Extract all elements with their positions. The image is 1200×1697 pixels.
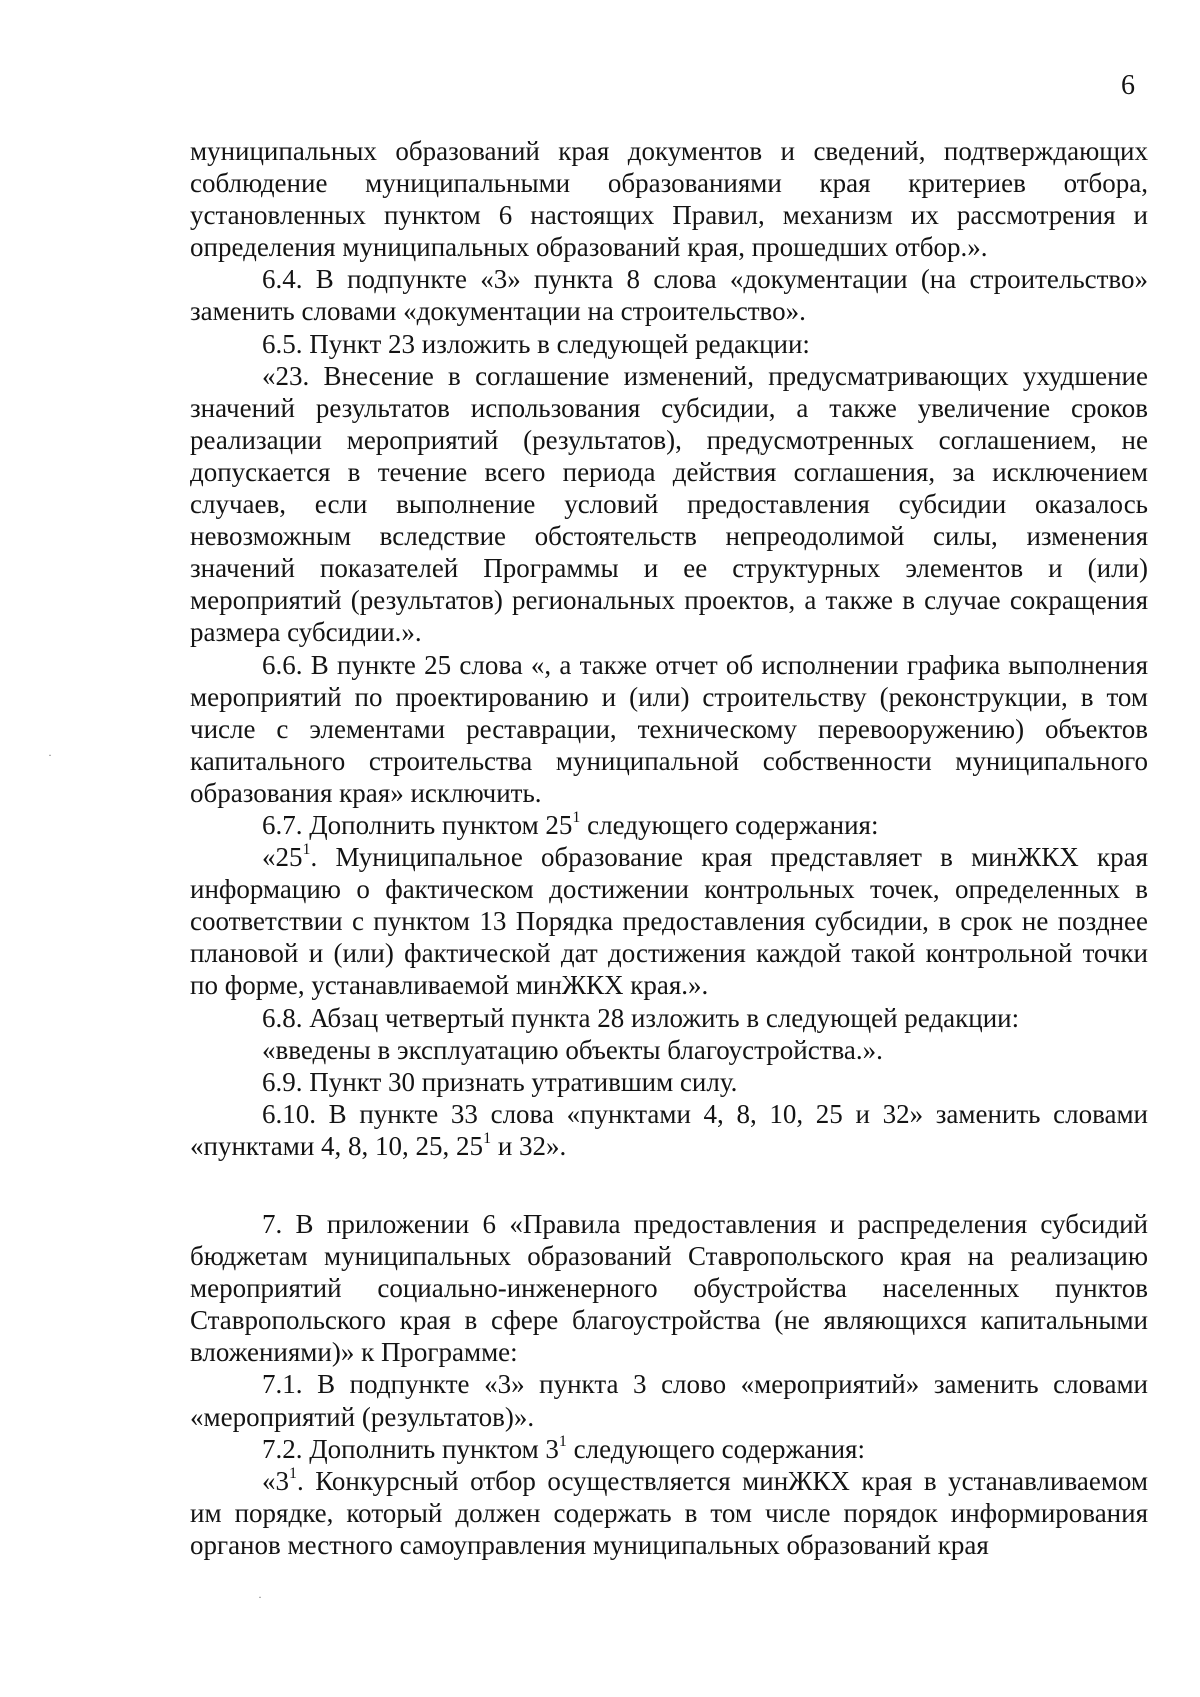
paragraph-25-1-start: «25 xyxy=(262,842,303,873)
section-gap xyxy=(190,1162,1148,1208)
paragraph-23-text: «23. Внесение в соглашение изменений, предусматривающих ухудшение значений результатов использования субсидии, а также увеличение сроков реализации мероприятий (результатов), предусмотренных соглашением, не допускается в течение всего периода действия соглашения, за исключением случаев, если выполнение условий предоставления субсидии оказалось невозможным вследствие обстоятельств непреодолимой силы, изменения значений показателей Программы и ее структурных элементов и (или) мероприятий (результатов) региональных проектов, а также в случае сокращения размера субсидии.». xyxy=(190,360,1148,648)
paragraph-25-1-text xyxy=(190,841,1148,1001)
paragraph-7: 7. В приложении 6 «Правила предоставления и распределения субсидий бюджетам муниципальных образований Ставропольского края на реализацию мероприятий социально-инженерного обустройства населенных пунктов Ставропольского края в сфере благоустройства (не являющихся капитальными вложениями)» к Программе: xyxy=(190,1209,1148,1368)
paragraph-6-4: 6.4. В подпункте «3» пункта 8 слова «документации (на строительство» заменить словами «документации на строительство». xyxy=(190,264,1148,327)
paragraph-6-8: 6.8. Абзац четвертый пункта 28 изложить в следующей редакции: xyxy=(262,1002,1020,1033)
paragraph-6-9: 6.9. Пункт 30 признать утратившим силу. xyxy=(262,1066,738,1097)
paragraph-3-1-text xyxy=(190,1465,1148,1561)
paragraph-28-text: «введены в эксплуатацию объекты благоустройства.». xyxy=(262,1034,883,1065)
paragraph-3-1-start: «3 xyxy=(262,1465,289,1496)
paragraph-continuation: муниципальных образований края документов и сведений, подтверждающих соблюдение муниципальными образованиями края критериев отбора, установленных пунктом 6 настоящих Правил, механизм их рассмотрения и определения муниципальных образований края, прошедших отбор.». xyxy=(190,136,1148,263)
superscript: 1 xyxy=(289,1464,297,1482)
paragraph-6-10-text: 6.10. В пункте 33 слова «пунктами 4, 8, 10, 25 и 32» заменить словами «пунктами 4, 8, 10, 25, 25 xyxy=(190,1098,1148,1161)
paragraph-6-6: 6.6. В пункте 25 слова «, а также отчет об исполнении графика выполнения мероприятий по проектированию и (или) строительству (реконструкции, в том числе с элементами реставрации, техническому перевооружению) объектов капитального строительства муниципальной собственности муниципального образования края» исключить. xyxy=(190,649,1148,808)
paragraph-6-5: 6.5. Пункт 23 изложить в следующей редакции: xyxy=(262,328,810,359)
paragraph-6-7-text: 6.7. Дополнить пунктом 25 xyxy=(262,809,573,840)
superscript: 1 xyxy=(483,1129,492,1147)
paragraph-6-10-text-end: и 32». xyxy=(491,1130,567,1161)
paragraph-3-1-body: . Конкурсный отбор осуществляется минЖКХ края в устанавливаемом им порядке, который должен содержать в том числе порядок информирования органов местного самоуправления муниципальных образований края xyxy=(190,1465,1148,1560)
paragraph-6-7 xyxy=(190,809,1148,841)
superscript: 1 xyxy=(558,1432,567,1450)
document-body xyxy=(190,135,1148,1561)
paragraph-25-1-body: . Муниципальное образование края представляет в минЖКХ края информацию о фактическом достижении контрольных точек, определенных в соответствии с пунктом 13 Порядка предоставления субсидии, в срок не позднее плановой и (или) фактической дат достижения каждой такой контрольной точки по форме, устанавливаемой минЖКХ края.». xyxy=(190,842,1148,1001)
paragraph-6-7-text-end: следующего содержания: xyxy=(580,809,879,840)
superscript: 1 xyxy=(572,808,581,826)
paragraph-7-2-text: 7.2. Дополнить пунктом 3 xyxy=(262,1433,559,1464)
superscript: 1 xyxy=(302,841,311,859)
paragraph-7-2 xyxy=(190,1433,1148,1465)
paragraph-6-10 xyxy=(190,1098,1148,1162)
page-number: 6 xyxy=(1121,70,1135,101)
paragraph-7-1: 7.1. В подпункте «3» пункта 3 слово «мероприятий» заменить словами «мероприятий (результатов)». xyxy=(190,1369,1148,1432)
scan-speck: · xyxy=(48,748,52,762)
paragraph-7-2-text-end: следующего содержания: xyxy=(566,1433,865,1464)
scan-speck: · xyxy=(258,1590,262,1604)
